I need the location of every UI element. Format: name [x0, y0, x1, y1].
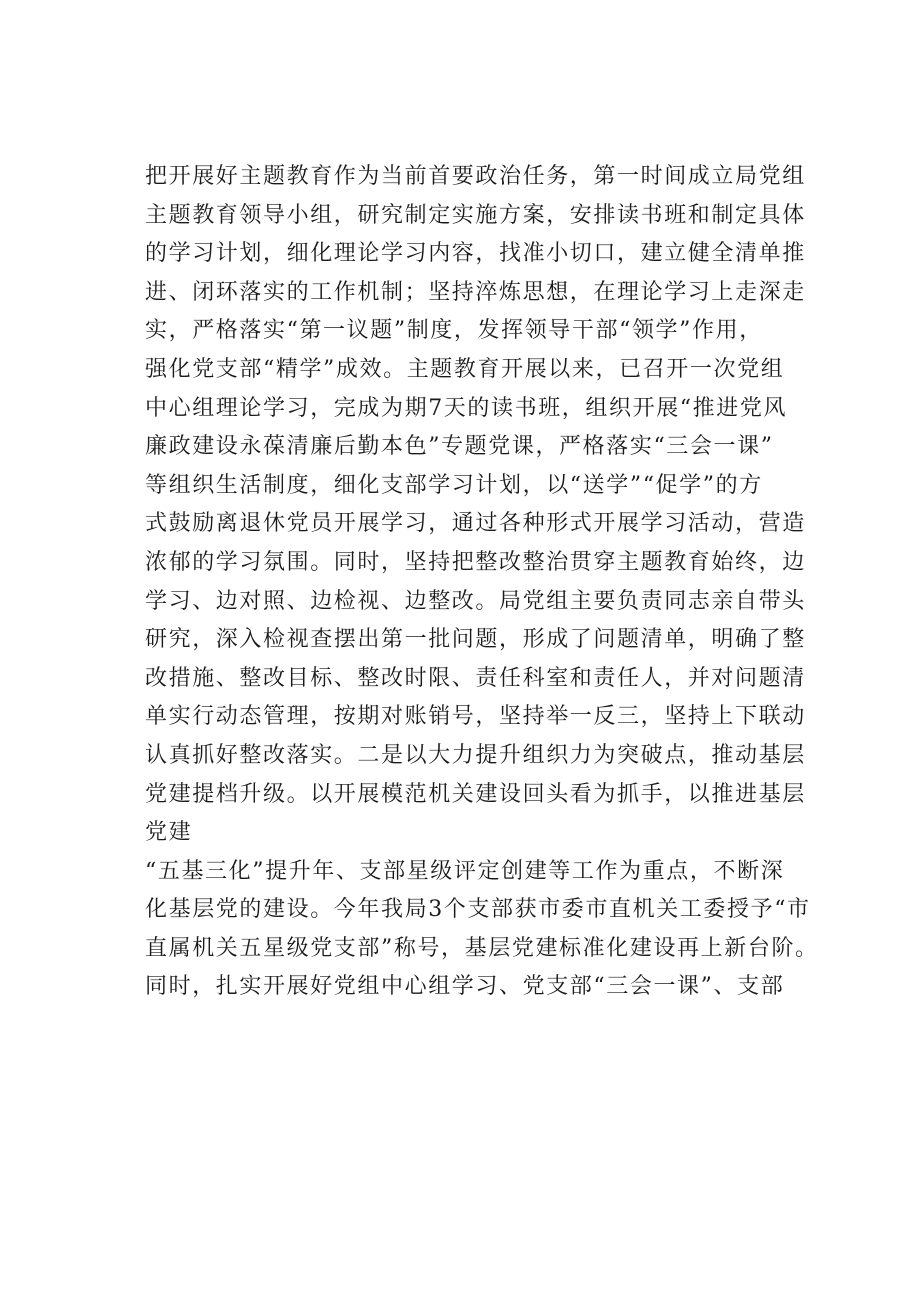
text-line: 等组织生活制度，细化支部学习计划，以“送学”“促学”的方: [145, 472, 763, 498]
text-line: 实，严格落实“第一议题”制度，发挥领导干部“领学”作用，: [145, 318, 763, 344]
text-line: 学习、边对照、边检视、边整改。局党组主要负责同志亲自带头: [145, 588, 806, 614]
text-line: 把开展好主题教育作为当前首要政治任务，第一时间成立局党组: [145, 164, 806, 189]
text-line: 进、闭环落实的工作机制；坚持淬炼思想，在理论学习上走深走: [145, 279, 806, 305]
text-line: 党建: [145, 820, 193, 846]
text-line: 同时，扎实开展好党组中心组学习、党支部“三会一课”、支部: [145, 974, 785, 1000]
text-line: 式鼓励离退休党员开展学习，通过各种形式开展学习活动，营造: [145, 511, 806, 537]
text-line: 主题教育领导小组，研究制定实施方案，安排读书班和制定具体: [145, 202, 806, 228]
body-text: [145, 158, 819, 1007]
text-line: 认真抓好整改落实。二是以大力提升组织力为突破点，推动基层: [145, 742, 806, 768]
text-line: 强化党支部“精学”成效。主题教育开展以来，已召开一次党组: [145, 356, 785, 382]
text-line: 直属机关五星级党支部”称号，基层党建标准化建设再上新台阶。: [145, 935, 819, 961]
text-line: 研究，深入检视查摆出第一批问题，形成了问题清单，明确了整: [145, 627, 806, 653]
text-line: “五基三化”提升年、支部星级评定创建等工作为重点，不断深: [145, 858, 785, 884]
text-line: 浓郁的学习氛围。同时，坚持把整改整治贯穿主题教育始终，边: [145, 549, 806, 575]
text-line: 廉政建设永葆清廉后勤本色”专题党课，严格落实“三会一课”: [145, 434, 774, 460]
text-line: 中心组理论学习，完成为期7天的读书班，组织开展“推进党风: [145, 395, 788, 421]
text-line: 单实行动态管理，按期对账销号，坚持举一反三，坚持上下联动: [145, 704, 806, 730]
text-line: 的学习计划，细化理论学习内容，找准小切口，建立健全清单推: [145, 241, 806, 267]
text-line: 改措施、整改目标、整改时限、责任科室和责任人，并对问题清: [145, 665, 806, 691]
text-line: 化基层党的建设。今年我局3个支部获市委市直机关工委授予“市: [145, 897, 811, 923]
text-line: 党建提档升级。以开展模范机关建设回头看为抓手，以推进基层: [145, 781, 806, 807]
